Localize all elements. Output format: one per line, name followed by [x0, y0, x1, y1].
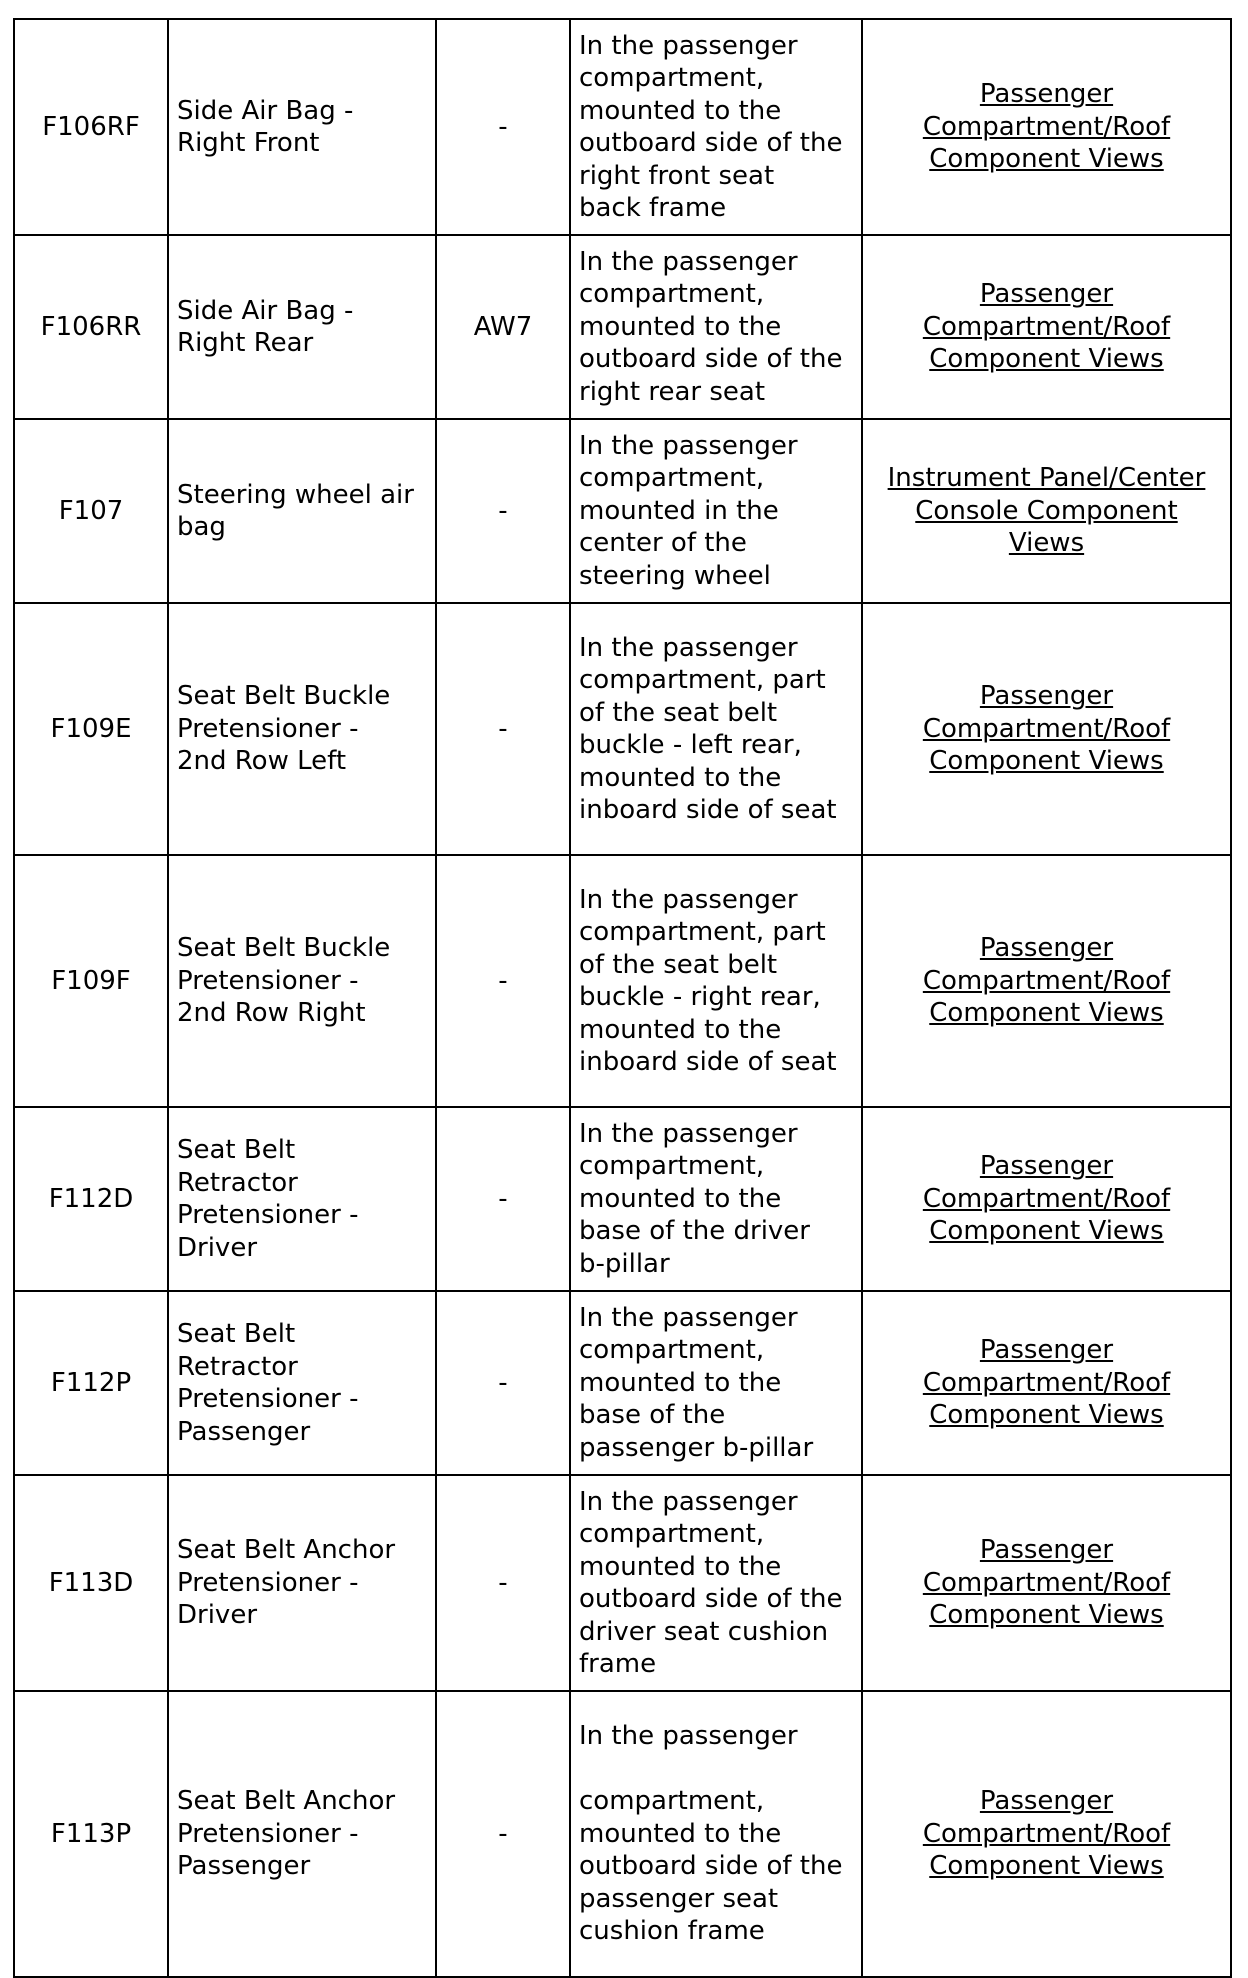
component-view-link[interactable]: Passenger Compartment/Roof Component Views	[922, 1335, 1171, 1431]
component-location: In the passenger compartment, mounted to the outboard side of the driver seat cushion frame	[579, 1486, 843, 1679]
component-code: F109E	[14, 603, 168, 855]
component-name: Side Air Bag - Right Rear	[177, 295, 354, 358]
option-code: -	[436, 603, 570, 855]
component-code: F113D	[14, 1475, 168, 1691]
option-code: -	[436, 1475, 570, 1691]
table-row	[14, 19, 1231, 235]
component-view-link[interactable]: Passenger Compartment/Roof Component Views	[922, 933, 1171, 1029]
component-location: In the passenger compartment, mounted to the outboard side of the right rear seat	[579, 246, 843, 407]
component-view-link[interactable]: Passenger Compartment/Roof Component Views	[922, 1786, 1171, 1882]
component-view-link[interactable]: Passenger Compartment/Roof Component Views	[922, 681, 1171, 777]
component-location: In the passenger compartment, mounted to the outboard side of the passenger seat cushion frame	[579, 1721, 843, 1947]
component-code: F107	[14, 419, 168, 603]
table-row	[14, 1107, 1231, 1291]
component-location: In the passenger compartment, mounted to the base of the passenger b-pillar	[579, 1302, 814, 1463]
option-code: -	[436, 1107, 570, 1291]
table-row	[14, 855, 1231, 1107]
component-location: In the passenger compartment, part of the seat belt buckle - right rear, mounted to the inboard side of seat	[579, 884, 837, 1077]
component-location: In the passenger compartment, part of the seat belt buckle - left rear, mounted to the inboard side of seat	[579, 632, 837, 825]
option-code: -	[436, 19, 570, 235]
component-locator-table	[13, 18, 1232, 1978]
component-name: Seat Belt Buckle Pretensioner - 2nd Row Right	[177, 933, 391, 1029]
component-location: In the passenger compartment, mounted to the base of the driver b-pillar	[579, 1118, 810, 1279]
option-code: -	[436, 855, 570, 1107]
component-view-link[interactable]: Passenger Compartment/Roof Component Views	[922, 79, 1171, 175]
component-name: Seat Belt Retractor Pretensioner - Passenger	[177, 1319, 359, 1447]
table-row	[14, 419, 1231, 603]
component-code: F112D	[14, 1107, 168, 1291]
component-code: F106RF	[14, 19, 168, 235]
component-location: In the passenger compartment, mounted in the center of the steering wheel	[579, 430, 798, 591]
component-code: F112P	[14, 1291, 168, 1475]
component-name: Steering wheel air bag	[177, 479, 414, 542]
component-name: Seat Belt Anchor Pretensioner - Driver	[177, 1535, 396, 1631]
component-code: F113P	[14, 1691, 168, 1977]
option-code: -	[436, 1691, 570, 1977]
component-name: Seat Belt Retractor Pretensioner - Driver	[177, 1135, 359, 1263]
table-row	[14, 1691, 1231, 1977]
component-code: F106RR	[14, 235, 168, 419]
option-code: -	[436, 419, 570, 603]
component-name: Seat Belt Buckle Pretensioner - 2nd Row Left	[177, 681, 391, 777]
component-location: In the passenger compartment, mounted to the outboard side of the right front seat back frame	[579, 30, 843, 223]
component-code: F109F	[14, 855, 168, 1107]
option-code: AW7	[436, 235, 570, 419]
component-name: Side Air Bag - Right Front	[177, 95, 354, 158]
option-code: -	[436, 1291, 570, 1475]
component-name: Seat Belt Anchor Pretensioner - Passenger	[177, 1786, 396, 1882]
table-row	[14, 235, 1231, 419]
component-view-link[interactable]: Instrument Panel/Center Console Component Views	[887, 463, 1206, 559]
table-row	[14, 1475, 1231, 1691]
table-row	[14, 603, 1231, 855]
component-view-link[interactable]: Passenger Compartment/Roof Component Views	[922, 279, 1171, 375]
component-view-link[interactable]: Passenger Compartment/Roof Component Views	[922, 1151, 1171, 1247]
table-row	[14, 1291, 1231, 1475]
component-view-link[interactable]: Passenger Compartment/Roof Component Views	[922, 1535, 1171, 1631]
